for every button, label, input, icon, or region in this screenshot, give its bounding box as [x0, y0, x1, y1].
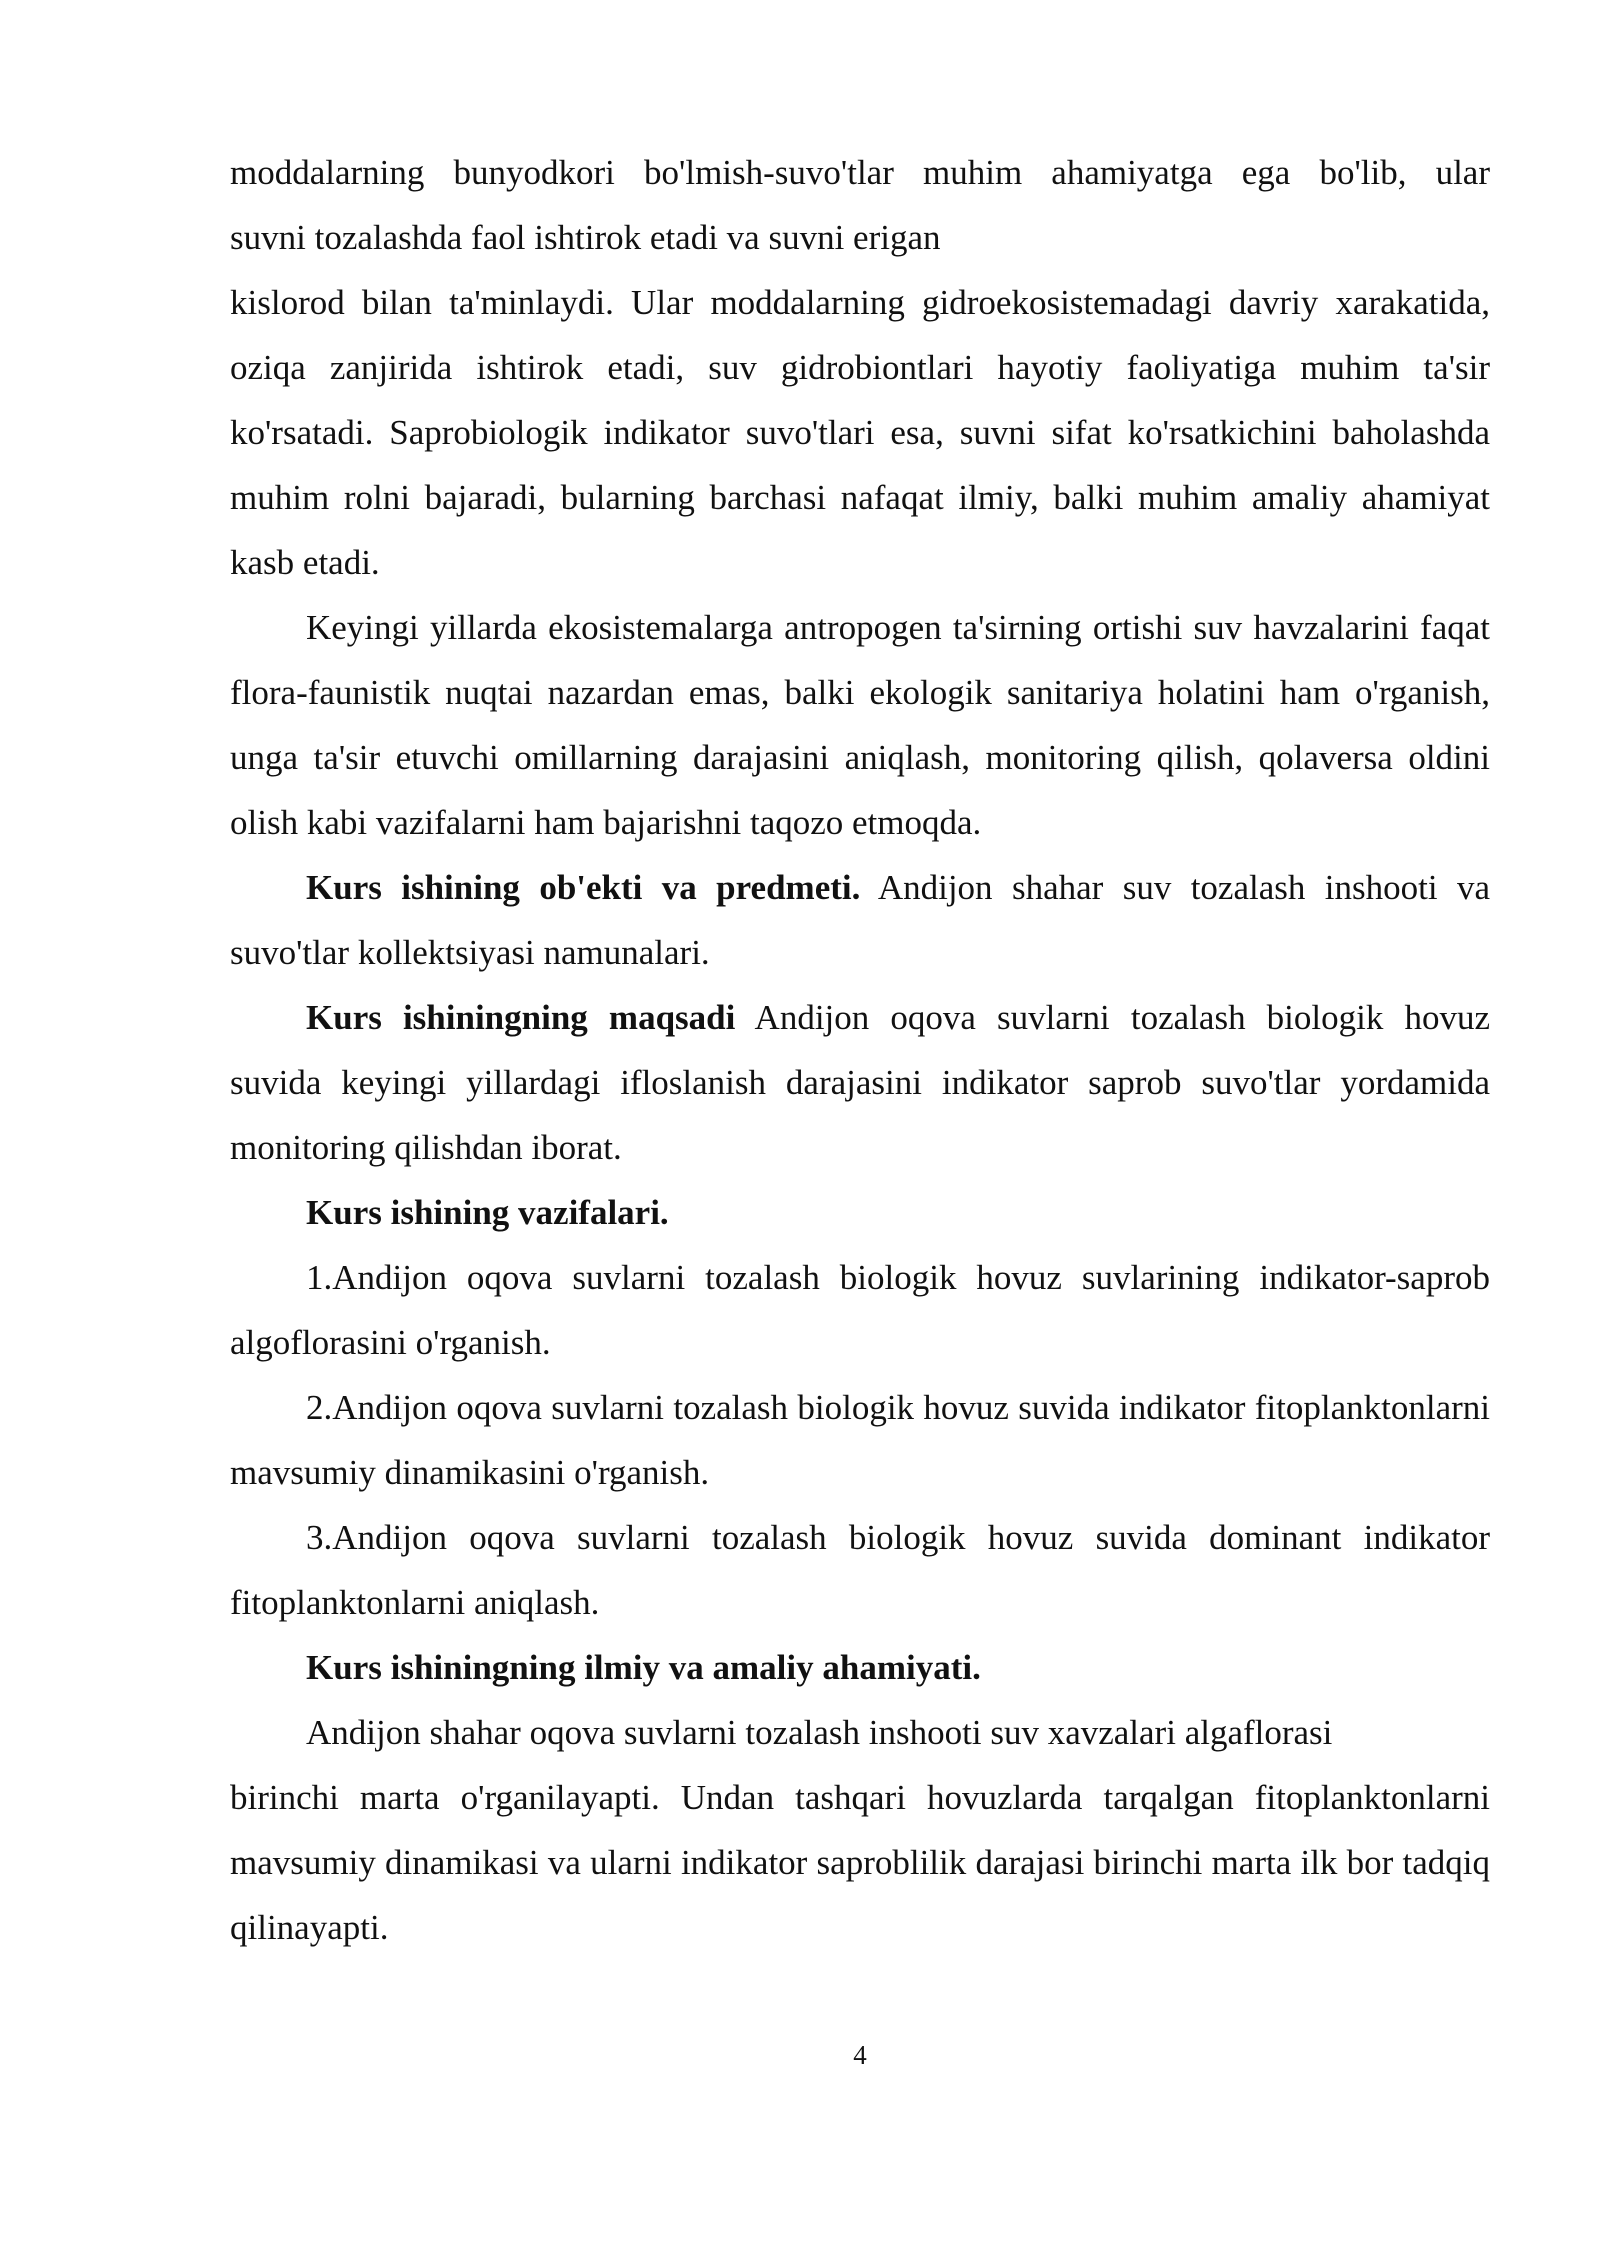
paragraph — [230, 1765, 1490, 1960]
section-heading: Kurs ishiningning ilmiy va amaliy ahamiyati. — [306, 1648, 981, 1687]
task-item — [230, 1375, 1490, 1505]
paragraph-text: Andijon shahar oqova suvlarni tozalash inshooti suv xavzalari algaflorasi — [306, 1713, 1333, 1752]
paragraph-text: birinchi marta o'rganilayapti. Undan tashqari hovuzlarda tarqalgan fitoplanktonlarni mavsumiy dinamikasi va ularni indikator saproblilik darajasi birinchi marta ilk bor tadqiq qilinayapti. — [230, 1778, 1490, 1947]
paragraph-text: Andijon oqova suvlarni tozalash biologik hovuz suvida keyingi yillardagi ifloslanish darajasini indikator saprob suvo'tlar yordamida monitoring qilishdan iborat. — [230, 998, 1491, 1167]
paragraph-line: moddalarning bunyodkori bo'lmish-suvo'tlar muhim ahamiyatga ega bo'lib, ular — [230, 153, 1490, 192]
task-item — [230, 1245, 1490, 1375]
paragraph-goal — [230, 985, 1490, 1180]
paragraph-object-subject — [230, 855, 1490, 985]
paragraph-text: Keyingi yillarda ekosistemalarga antropogen ta'sirning ortishi suv havzalarini faqat flora-faunistik nuqtai nazardan emas, balki ekologik sanitariya holatini ham o'rganish, unga ta'sir etuvchi omillarning darajasini aniqlash, monitoring qilish, qolaversa oldini olish kabi vazifalarni ham bajarishni taqozo etmoqda. — [230, 608, 1490, 842]
paragraph-tasks-heading — [230, 1180, 1490, 1245]
page-body — [230, 140, 1490, 1960]
paragraph-text: 1.Andijon oqova suvlarni tozalash biologik hovuz suvlarining indikator-saprob algoflorasini o'rganish. — [230, 1258, 1490, 1362]
paragraph — [230, 1700, 1490, 1765]
paragraph — [230, 270, 1490, 595]
page-number: 4 — [853, 2040, 867, 2070]
section-heading: Kurs ishining vazifalari. — [306, 1193, 669, 1232]
paragraph-significance-heading — [230, 1635, 1490, 1700]
paragraph-continuation — [230, 140, 1490, 270]
section-heading: Kurs ishiningning maqsadi — [306, 998, 736, 1037]
task-item — [230, 1505, 1490, 1635]
paragraph — [230, 595, 1490, 855]
paragraph-line: suvni tozalashda faol ishtirok etadi va suvni erigan — [230, 218, 941, 257]
paragraph-text: 2.Andijon oqova suvlarni tozalash biologik hovuz suvida indikator fitoplanktonlarni mavsumiy dinamikasini o'rganish. — [230, 1388, 1490, 1492]
paragraph-text: kislorod bilan ta'minlaydi. Ular moddalarning gidroekosistemadagi davriy xarakatida, oziqa zanjirida ishtirok etadi, suv gidrobiontlari hayotiy faoliyatiga muhim ta'sir ko'rsatadi. Saprobiologik indikator suvo'tlari esa, suvni sifat ko'rsatkichini baholashda muhim rolni bajaradi, bularning barchasi nafaqat ilmiy, balki muhim amaliy ahamiyat kasb etadi. — [230, 283, 1490, 582]
paragraph-text: 3.Andijon oqova suvlarni tozalash biologik hovuz suvida dominant indikator fitoplanktonlarni aniqlash. — [230, 1518, 1490, 1622]
section-heading: Kurs ishining ob'ekti va predmeti. — [306, 868, 861, 907]
paragraph-text: Andijon shahar suv tozalash inshooti va suvo'tlar kollektsiyasi namunalari. — [230, 868, 1490, 972]
